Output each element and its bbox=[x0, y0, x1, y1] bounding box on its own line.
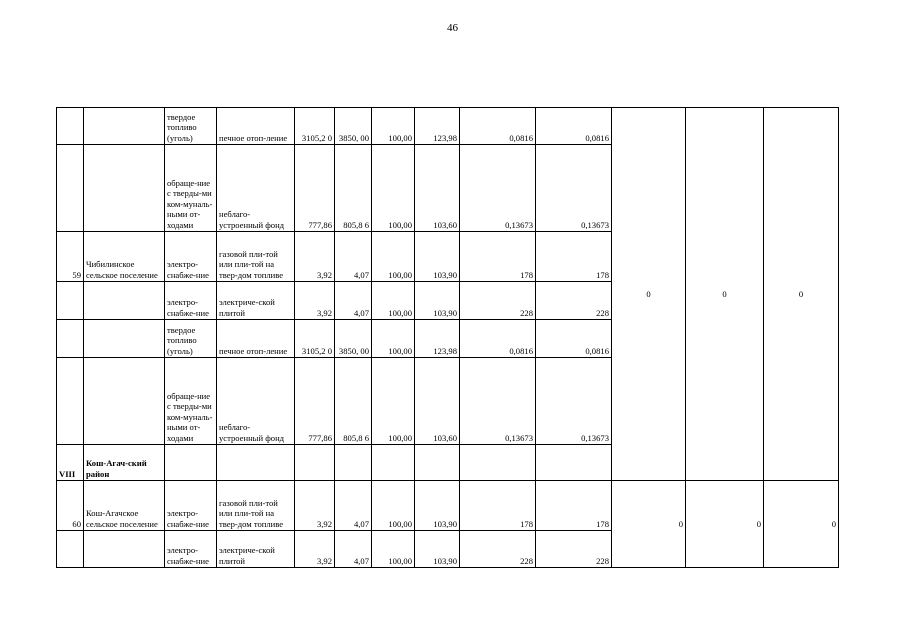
cell-value: 805,8 6 bbox=[335, 145, 372, 232]
cell-number bbox=[57, 108, 84, 145]
cell-number bbox=[57, 320, 84, 358]
cell-service: электро-снабже-ние bbox=[165, 531, 217, 568]
cell-number bbox=[57, 531, 84, 568]
cell-settlement bbox=[84, 358, 165, 445]
cell-value: 3850, 00 bbox=[335, 320, 372, 358]
cell-value: 777,86 bbox=[295, 358, 335, 445]
cell-value: 100,00 bbox=[372, 145, 415, 232]
cell-value: 100,00 bbox=[372, 232, 415, 282]
cell-value: 3850, 00 bbox=[335, 108, 372, 145]
cell-value: 103,60 bbox=[415, 358, 460, 445]
cell-extra: 0 bbox=[686, 108, 764, 481]
cell-service: электро-снабже-ние bbox=[165, 282, 217, 320]
cell-number bbox=[57, 282, 84, 320]
cell-category: неблаго-устроенный фонд bbox=[217, 358, 295, 445]
cell-service: обраще-ние с тверды-ми ком-муналь-ными от-ходами bbox=[165, 145, 217, 232]
cell-settlement bbox=[84, 320, 165, 358]
cell-district-name: Кош-Агач-ский район bbox=[84, 445, 165, 481]
cell-service: электро-снабже-ние bbox=[165, 232, 217, 282]
cell-extra: 0 bbox=[764, 108, 839, 481]
cell-value: 3,92 bbox=[295, 481, 335, 531]
cell-value: 0,0816 bbox=[460, 108, 536, 145]
cell-value: 123,98 bbox=[415, 320, 460, 358]
cell-settlement bbox=[84, 282, 165, 320]
cell-empty bbox=[536, 445, 612, 481]
table-row bbox=[57, 108, 839, 145]
cell-number bbox=[57, 145, 84, 232]
cell-value: 3,92 bbox=[295, 282, 335, 320]
page-number: 46 bbox=[447, 22, 458, 34]
cell-service: твердое топливо (уголь) bbox=[165, 320, 217, 358]
cell-empty bbox=[217, 445, 295, 481]
cell-category: печное отоп-ление bbox=[217, 108, 295, 145]
cell-value: 103,60 bbox=[415, 145, 460, 232]
cell-value: 100,00 bbox=[372, 108, 415, 145]
cell-value: 777,86 bbox=[295, 145, 335, 232]
cell-value: 100,00 bbox=[372, 531, 415, 568]
cell-category: электриче-ской плитой bbox=[217, 531, 295, 568]
cell-value: 4,07 bbox=[335, 282, 372, 320]
cell-extra: 0 bbox=[612, 108, 686, 481]
cell-service: обраще-ние с тверды-ми ком-муналь-ными от-ходами bbox=[165, 358, 217, 445]
cell-settlement bbox=[84, 108, 165, 145]
cell-value: 0,13673 bbox=[536, 145, 612, 232]
cell-value: 0,13673 bbox=[460, 145, 536, 232]
cell-category: газовой пли-той или пли-той на твер-дом топливе bbox=[217, 481, 295, 531]
cell-district-number: VIII bbox=[57, 445, 84, 481]
cell-value: 178 bbox=[536, 481, 612, 531]
cell-value: 103,90 bbox=[415, 531, 460, 568]
cell-category: неблаго-устроенный фонд bbox=[217, 145, 295, 232]
cell-value: 228 bbox=[536, 282, 612, 320]
cell-empty bbox=[415, 445, 460, 481]
cell-value: 100,00 bbox=[372, 320, 415, 358]
cell-value: 228 bbox=[536, 531, 612, 568]
cell-value: 0,0816 bbox=[536, 108, 612, 145]
cell-number: 60 bbox=[57, 481, 84, 531]
cell-value: 4,07 bbox=[335, 531, 372, 568]
cell-category: печное отоп-ление bbox=[217, 320, 295, 358]
cell-value: 4,07 bbox=[335, 481, 372, 531]
cell-category: электриче-ской плитой bbox=[217, 282, 295, 320]
cell-value: 178 bbox=[460, 481, 536, 531]
cell-value: 178 bbox=[536, 232, 612, 282]
cell-empty bbox=[165, 445, 217, 481]
cell-value: 0,0816 bbox=[536, 320, 612, 358]
cell-value: 0,13673 bbox=[460, 358, 536, 445]
cell-value: 178 bbox=[460, 232, 536, 282]
cell-settlement: Чибилинское сельское поселение bbox=[84, 232, 165, 282]
cell-value: 3105,2 0 bbox=[295, 108, 335, 145]
cell-value: 3,92 bbox=[295, 232, 335, 282]
cell-value: 4,07 bbox=[335, 232, 372, 282]
cell-category: газовой пли-той или пли-той на твер-дом топливе bbox=[217, 232, 295, 282]
cell-value: 123,98 bbox=[415, 108, 460, 145]
cell-value: 103,90 bbox=[415, 282, 460, 320]
cell-service: электро-снабже-ние bbox=[165, 481, 217, 531]
cell-value: 103,90 bbox=[415, 232, 460, 282]
tariff-table bbox=[56, 107, 839, 568]
cell-empty bbox=[335, 445, 372, 481]
cell-value: 0,0816 bbox=[460, 320, 536, 358]
cell-settlement: Кош-Агачское сельское поселение bbox=[84, 481, 165, 531]
cell-value: 103,90 bbox=[415, 481, 460, 531]
cell-value: 100,00 bbox=[372, 358, 415, 445]
table-row bbox=[57, 481, 839, 531]
cell-settlement bbox=[84, 531, 165, 568]
cell-number: 59 bbox=[57, 232, 84, 282]
cell-number bbox=[57, 358, 84, 445]
cell-value: 3105,2 0 bbox=[295, 320, 335, 358]
cell-empty bbox=[295, 445, 335, 481]
cell-value: 100,00 bbox=[372, 481, 415, 531]
cell-extra: 0 bbox=[612, 481, 686, 568]
cell-value: 100,00 bbox=[372, 282, 415, 320]
cell-settlement bbox=[84, 145, 165, 232]
cell-extra: 0 bbox=[686, 481, 764, 568]
cell-value: 805,8 6 bbox=[335, 358, 372, 445]
cell-empty bbox=[460, 445, 536, 481]
cell-value: 228 bbox=[460, 282, 536, 320]
cell-service: твердое топливо (уголь) bbox=[165, 108, 217, 145]
cell-value: 3,92 bbox=[295, 531, 335, 568]
cell-empty bbox=[372, 445, 415, 481]
cell-extra: 0 bbox=[764, 481, 839, 568]
cell-value: 228 bbox=[460, 531, 536, 568]
cell-value: 0,13673 bbox=[536, 358, 612, 445]
